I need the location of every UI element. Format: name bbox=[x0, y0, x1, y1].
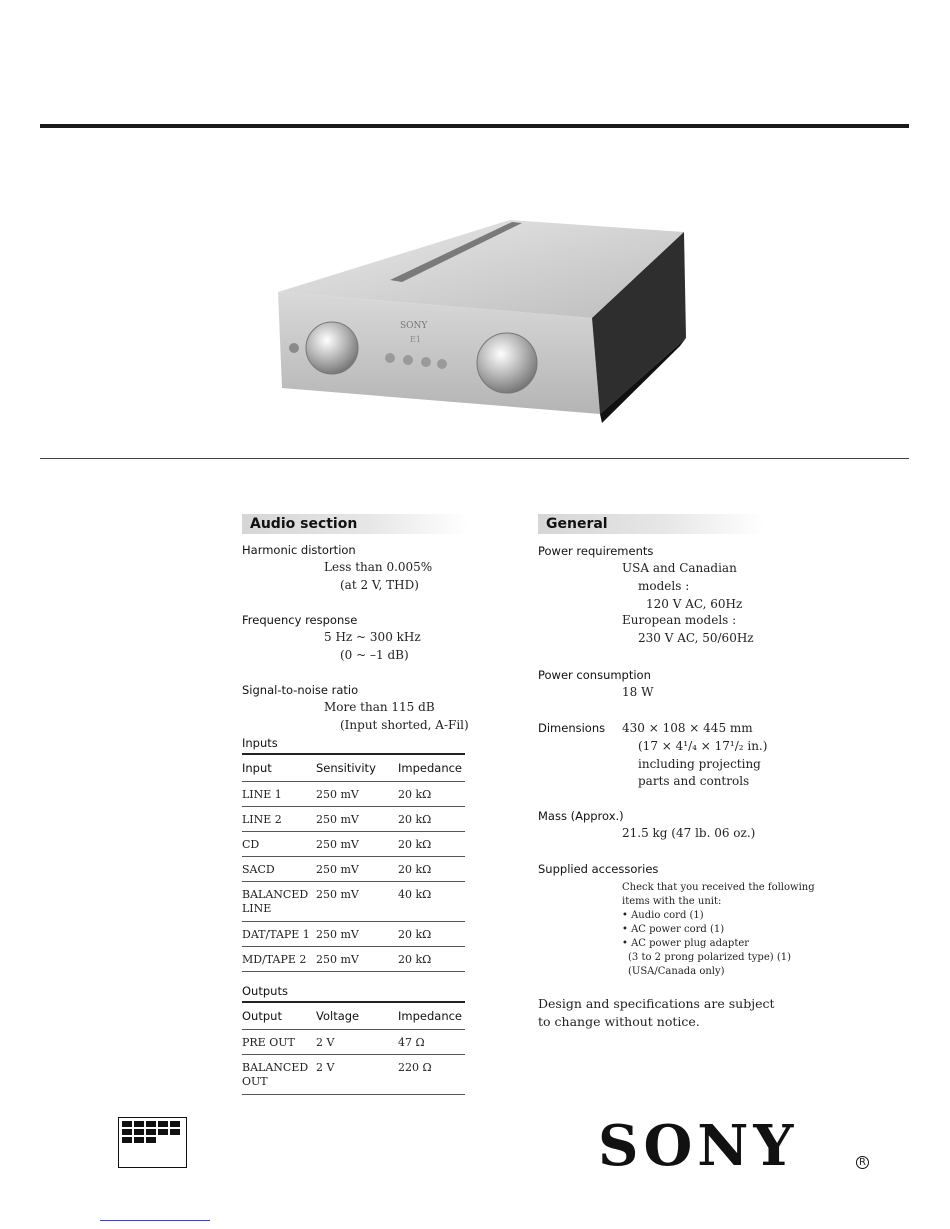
dimensions-line: including projecting bbox=[638, 757, 761, 771]
input-impedance: 20 kΩ bbox=[398, 813, 432, 826]
bottom-link-line bbox=[100, 1220, 210, 1221]
inputs-header-input: Input bbox=[242, 761, 272, 775]
snr-value: More than 115 dB bbox=[324, 700, 435, 714]
notice-line: Design and specifications are subject bbox=[538, 996, 775, 1011]
input-sensitivity: 250 mV bbox=[316, 888, 359, 901]
output-name: BALANCED OUT bbox=[242, 1061, 309, 1088]
power-cons-value: 18 W bbox=[622, 685, 654, 699]
frequency-value: 5 Hz ~ 300 kHz bbox=[324, 630, 421, 644]
input-impedance: 20 kΩ bbox=[398, 928, 432, 941]
accessories-label: Supplied accessories bbox=[538, 862, 659, 876]
input-name: MD/TAPE 2 bbox=[242, 953, 307, 966]
input-impedance: 20 kΩ bbox=[398, 953, 432, 966]
power-cons-label: Power consumption bbox=[538, 668, 651, 682]
table-row bbox=[242, 947, 465, 972]
general-heading: General bbox=[538, 514, 764, 534]
table-row bbox=[242, 857, 465, 882]
harmonic-value: Less than 0.005% bbox=[324, 560, 433, 574]
output-impedance: 220 Ω bbox=[398, 1061, 432, 1074]
input-impedance: 40 kΩ bbox=[398, 888, 432, 901]
mass-value: 21.5 kg (47 lb. 06 oz.) bbox=[622, 826, 756, 840]
snr-note: (Input shorted, A-Fil) bbox=[340, 718, 469, 732]
table-row bbox=[242, 832, 465, 857]
top-rule bbox=[40, 124, 909, 128]
power-req-line: 230 V AC, 50/60Hz bbox=[638, 631, 754, 645]
table-row bbox=[242, 922, 465, 947]
accessories-line: (3 to 2 prong polarized type) (1) bbox=[628, 952, 791, 963]
input-sensitivity: 250 mV bbox=[316, 788, 359, 801]
accessories-line: • AC power plug adapter bbox=[622, 938, 750, 949]
accessories-line: items with the unit: bbox=[622, 896, 722, 907]
output-name: PRE OUT bbox=[242, 1036, 295, 1049]
frequency-note: (0 ~ –1 dB) bbox=[340, 648, 409, 662]
accessories-line: • AC power cord (1) bbox=[622, 924, 725, 935]
table-row bbox=[242, 782, 465, 807]
notice-line: to change without notice. bbox=[538, 1014, 700, 1029]
input-sensitivity: 250 mV bbox=[316, 813, 359, 826]
harmonic-label: Harmonic distortion bbox=[242, 543, 356, 557]
input-impedance: 20 kΩ bbox=[398, 788, 432, 801]
table-row bbox=[242, 807, 465, 832]
frequency-label: Frequency response bbox=[242, 613, 358, 627]
inputs-table bbox=[242, 753, 465, 972]
input-name: SACD bbox=[242, 863, 275, 876]
input-name: DAT/TAPE 1 bbox=[242, 928, 310, 941]
outputs-header-row bbox=[242, 1003, 465, 1030]
inputs-header-row bbox=[242, 755, 465, 782]
table-row bbox=[242, 1030, 465, 1055]
outputs-header-impedance: Impedance bbox=[398, 1009, 463, 1023]
input-impedance: 20 kΩ bbox=[398, 863, 432, 876]
power-req-label: Power requirements bbox=[538, 544, 654, 558]
input-name: LINE 1 bbox=[242, 788, 282, 801]
inputs-header-sensitivity: Sensitivity bbox=[316, 761, 376, 775]
inputs-title: Inputs bbox=[242, 736, 278, 750]
input-impedance: 20 kΩ bbox=[398, 838, 432, 851]
outputs-table bbox=[242, 1001, 465, 1095]
dimensions-line: parts and controls bbox=[638, 774, 750, 788]
mass-label: Mass (Approx.) bbox=[538, 809, 624, 823]
audio-section-heading: Audio section bbox=[242, 514, 468, 534]
accessories-line: (USA/Canada only) bbox=[628, 966, 725, 977]
dimensions-line: (17 × 4¹/₄ × 17¹/₂ in.) bbox=[638, 739, 768, 753]
input-sensitivity: 250 mV bbox=[316, 928, 359, 941]
input-name: CD bbox=[242, 838, 260, 851]
power-req-line: USA and Canadian bbox=[622, 561, 737, 575]
dimensions-line: 430 × 108 × 445 mm bbox=[622, 721, 753, 735]
manual-code-logo bbox=[118, 1117, 187, 1168]
amplifier-photo bbox=[272, 218, 692, 448]
input-sensitivity: 250 mV bbox=[316, 838, 359, 851]
input-sensitivity: 250 mV bbox=[316, 863, 359, 876]
input-sensitivity: 250 mV bbox=[316, 953, 359, 966]
outputs-title: Outputs bbox=[242, 984, 288, 998]
sony-logo: SONY bbox=[598, 1113, 799, 1179]
output-impedance: 47 Ω bbox=[398, 1036, 425, 1049]
photo-logo: SONY bbox=[400, 321, 428, 331]
snr-label: Signal-to-noise ratio bbox=[242, 683, 359, 697]
output-voltage: 2 V bbox=[316, 1036, 335, 1049]
inputs-header-impedance: Impedance bbox=[398, 761, 463, 775]
power-req-line: European models : bbox=[622, 613, 737, 627]
outputs-header-output: Output bbox=[242, 1009, 282, 1023]
power-req-line: 120 V AC, 60Hz bbox=[646, 597, 743, 611]
output-voltage: 2 V bbox=[316, 1061, 335, 1074]
table-row bbox=[242, 1055, 465, 1095]
mid-rule bbox=[40, 458, 909, 459]
photo-display: E1 bbox=[410, 335, 421, 344]
dimensions-label: Dimensions bbox=[538, 721, 606, 735]
power-req-line: models : bbox=[638, 579, 690, 593]
grid-icon bbox=[119, 1118, 186, 1167]
harmonic-note: (at 2 V, THD) bbox=[340, 578, 419, 592]
accessories-line: • Audio cord (1) bbox=[622, 910, 704, 921]
input-name: BALANCED LINE bbox=[242, 888, 309, 915]
accessories-line: Check that you received the following bbox=[622, 882, 815, 893]
outputs-header-voltage: Voltage bbox=[316, 1009, 360, 1023]
table-row bbox=[242, 882, 465, 922]
input-name: LINE 2 bbox=[242, 813, 282, 826]
registered-mark: R bbox=[856, 1156, 869, 1169]
